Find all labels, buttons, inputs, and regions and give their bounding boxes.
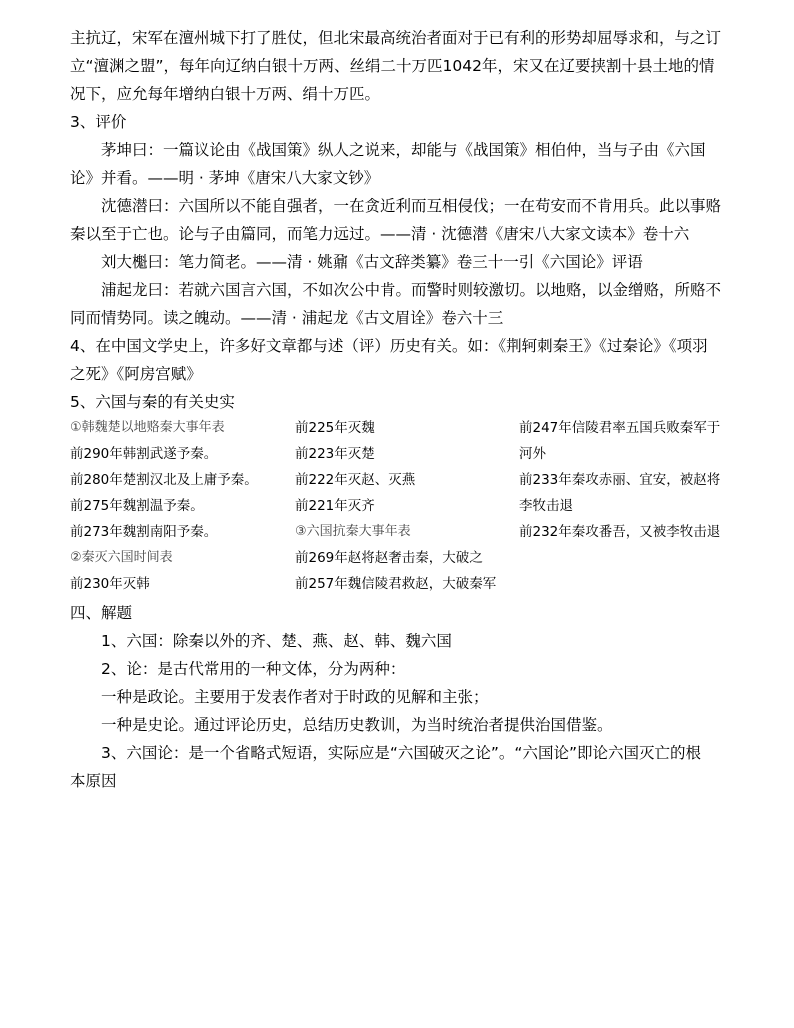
history-col2-item: 前269年赵将赵奢击秦，大破之 [295,550,483,566]
history-col2-item: 前222年灭赵、灭燕 [295,472,416,488]
history-col3-item: 前232年秦攻番吾，又被李牧击退 [519,524,721,540]
history-col2-item: 前225年灭魏 [295,420,375,436]
evaluation-heading: 3、评价 [70,113,127,131]
evaluation-line-2: 论》并看。——明 · 茅坤《唐宋八大家文钞》 [70,169,380,187]
history-col1-item: 前230年灭韩 [70,576,150,592]
history-col3-item: 前247年信陵君率五国兵败秦军于 [519,420,721,436]
intro-line-2: 立“澶渊之盟”，每年向辽纳白银十万两、丝绢二十万匹1042年，宋又在辽要挟割十县土地的情 [70,57,715,75]
history-col3-item: 河外 [519,446,546,462]
history-col3-item: 前233年秦攻赤丽、宜安，被赵将 [519,472,721,488]
history-heading: 5、六国与秦的有关史实 [70,393,235,411]
solution-heading: 四、解题 [70,604,133,622]
history-col1-item: 前290年韩割武遂予秦。 [70,446,218,462]
solution-line-4: 一种是史论。通过评论历史，总结历史教训，为当时统治者提供治国借鉴。 [101,716,613,734]
evaluation-line-1: 茅坤曰：一篇议论由《战国策》纵人之说来，却能与《战国策》相伯仲，当与子由《六国 [101,141,706,159]
evaluation-line-3: 沈德潜曰：六国所以不能自强者，一在贪近利而互相侵伐；一在苟安而不肯用兵。此以事赂 [101,197,722,215]
history-col1-item: 前273年魏割南阳予秦。 [70,524,218,540]
history-col2-item: 前257年魏信陵君救赵，大破秦军 [295,576,497,592]
solution-line-2: 2、论：是古代常用的一种文体，分为两种： [101,660,406,678]
solution-line-3: 一种是政论。主要用于发表作者对于时政的见解和主张； [101,688,489,706]
solution-line-6: 本原因 [70,772,117,790]
intro-line-3: 况下，应允每年增纳白银十万两、绢十万匹。 [70,85,381,103]
history-col3-item: 李牧击退 [519,498,573,514]
literature-line-2: 之死》《阿房宫赋》 [70,365,202,383]
evaluation-line-7: 同而情势同。读之魄动。——清 · 浦起龙《古文眉诠》卷六十三 [70,309,504,327]
evaluation-line-6: 浦起龙曰：若就六国言六国，不如次公中肯。而警时则较激切。以地赂，以金缯赂，所赂不 [101,281,722,299]
history-col1-item: ②秦灭六国时间表 [70,550,173,565]
history-col2-item: ③六国抗秦大事年表 [295,524,411,539]
intro-line-1: 主抗辽，宋军在澶州城下打了胜仗，但北宋最高统治者面对于已有利的形势却屈辱求和，与之订 [70,29,722,47]
solution-line-5: 3、六国论：是一个省略式短语，实际应是“六国破灭之论”。“六国论”即论六国灭亡的根 [101,744,701,762]
history-col1-item: ①韩魏楚以地赂秦大事年表 [70,420,225,435]
history-col1-item: 前280年楚割汉北及上庸予秦。 [70,472,258,488]
evaluation-line-4: 秦以至于亡也。论与子由篇同，而笔力远过。——清 · 沈德潜《唐宋八大家文读本》卷十六 [70,225,690,243]
solution-line-1: 1、六国：除秦以外的齐、楚、燕、赵、韩、魏六国 [101,632,452,650]
literature-line-1: 4、在中国文学史上，许多好文章都与述（评）历史有关。如：《荆轲刺秦王》《过秦论》《项羽 [70,337,708,355]
evaluation-line-5: 刘大櫆曰：笔力简老。——清 · 姚鼐《古文辞类纂》卷三十一引《六国论》评语 [101,253,643,271]
history-col2-item: 前221年灭齐 [295,498,375,514]
history-col2-item: 前223年灭楚 [295,446,375,462]
history-col1-item: 前275年魏割温予秦。 [70,498,204,514]
